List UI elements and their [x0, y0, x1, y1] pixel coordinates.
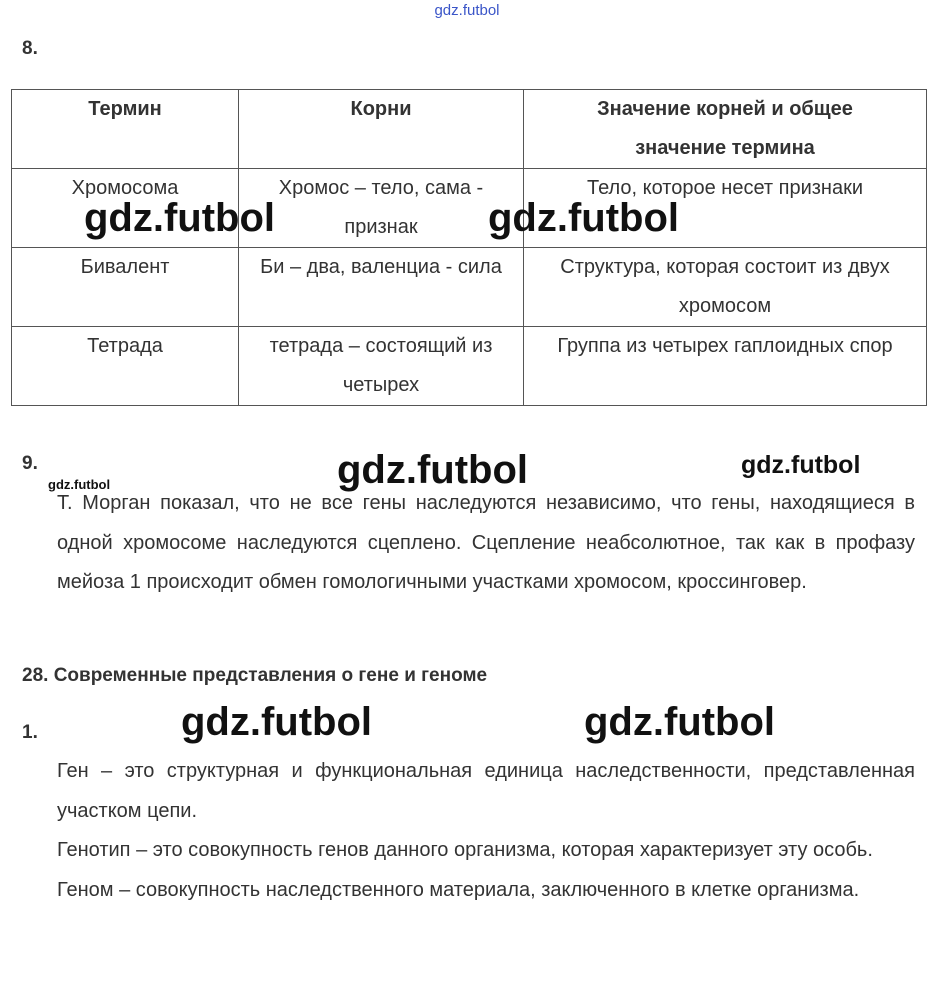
definition-gene: Ген – это структурная и функциональная единица наследственности, представленная участком цепи.: [57, 760, 915, 822]
cell-term: Бивалент: [12, 248, 239, 327]
table-header-row: [12, 90, 927, 169]
terms-table: [11, 89, 927, 406]
definition-genome: Геном – совокупность наследственного материала, заключенного в клетке организма.: [57, 878, 860, 901]
task-9-number: 9.: [22, 453, 38, 474]
task-8-number: 8.: [22, 38, 38, 59]
watermark-top: gdz.futbol: [434, 2, 500, 19]
header-roots: Корни: [239, 90, 524, 169]
cell-meaning: Структура, которая состоит из двух хромосом: [524, 248, 927, 327]
cell-roots: Би – два, валенциа - сила: [239, 248, 524, 327]
task-9-text: Т. Морган показал, что не все гены наследуются независимо, что гены, находящиеся в одной хромосоме наследуются сцеплено. Сцепление неабсолютное, так как в профазу мейоза 1 происходит обмен гомологичными участками хромосом, кроссинговер.: [57, 492, 915, 593]
definition-genotype: Генотип – это совокупность генов данного организма, которая характеризует эту особь.: [57, 839, 873, 861]
cell-meaning: Тело, которое несет признаки: [524, 169, 927, 248]
watermark: gdz.futbol: [488, 196, 680, 240]
watermark: gdz.futbol: [48, 477, 111, 492]
cell-roots: тетрада – состоящий из четырех: [239, 327, 524, 406]
header-term: Термин: [12, 90, 239, 169]
watermark: gdz.futbol: [337, 448, 529, 492]
cell-term: Тетрада: [12, 327, 239, 406]
task-1-number: 1.: [22, 722, 38, 743]
cell-roots: Хромос – тело, сама - признак: [239, 169, 524, 248]
table-row: [12, 248, 927, 327]
watermark: gdz.futbol: [84, 196, 276, 240]
watermark: gdz.futbol: [741, 451, 861, 479]
table-row: [12, 327, 927, 406]
watermark: gdz.futbol: [584, 700, 776, 744]
task-1-body: [57, 752, 915, 910]
header-meaning: Значение корней и общее значение термина: [524, 90, 927, 169]
cell-meaning: Группа из четырех гаплоидных спор: [524, 327, 927, 406]
section-heading: 28. Современные представления о гене и геноме: [22, 665, 488, 686]
cell-term: Хромосома: [12, 169, 239, 248]
watermark: gdz.futbol: [181, 700, 373, 744]
